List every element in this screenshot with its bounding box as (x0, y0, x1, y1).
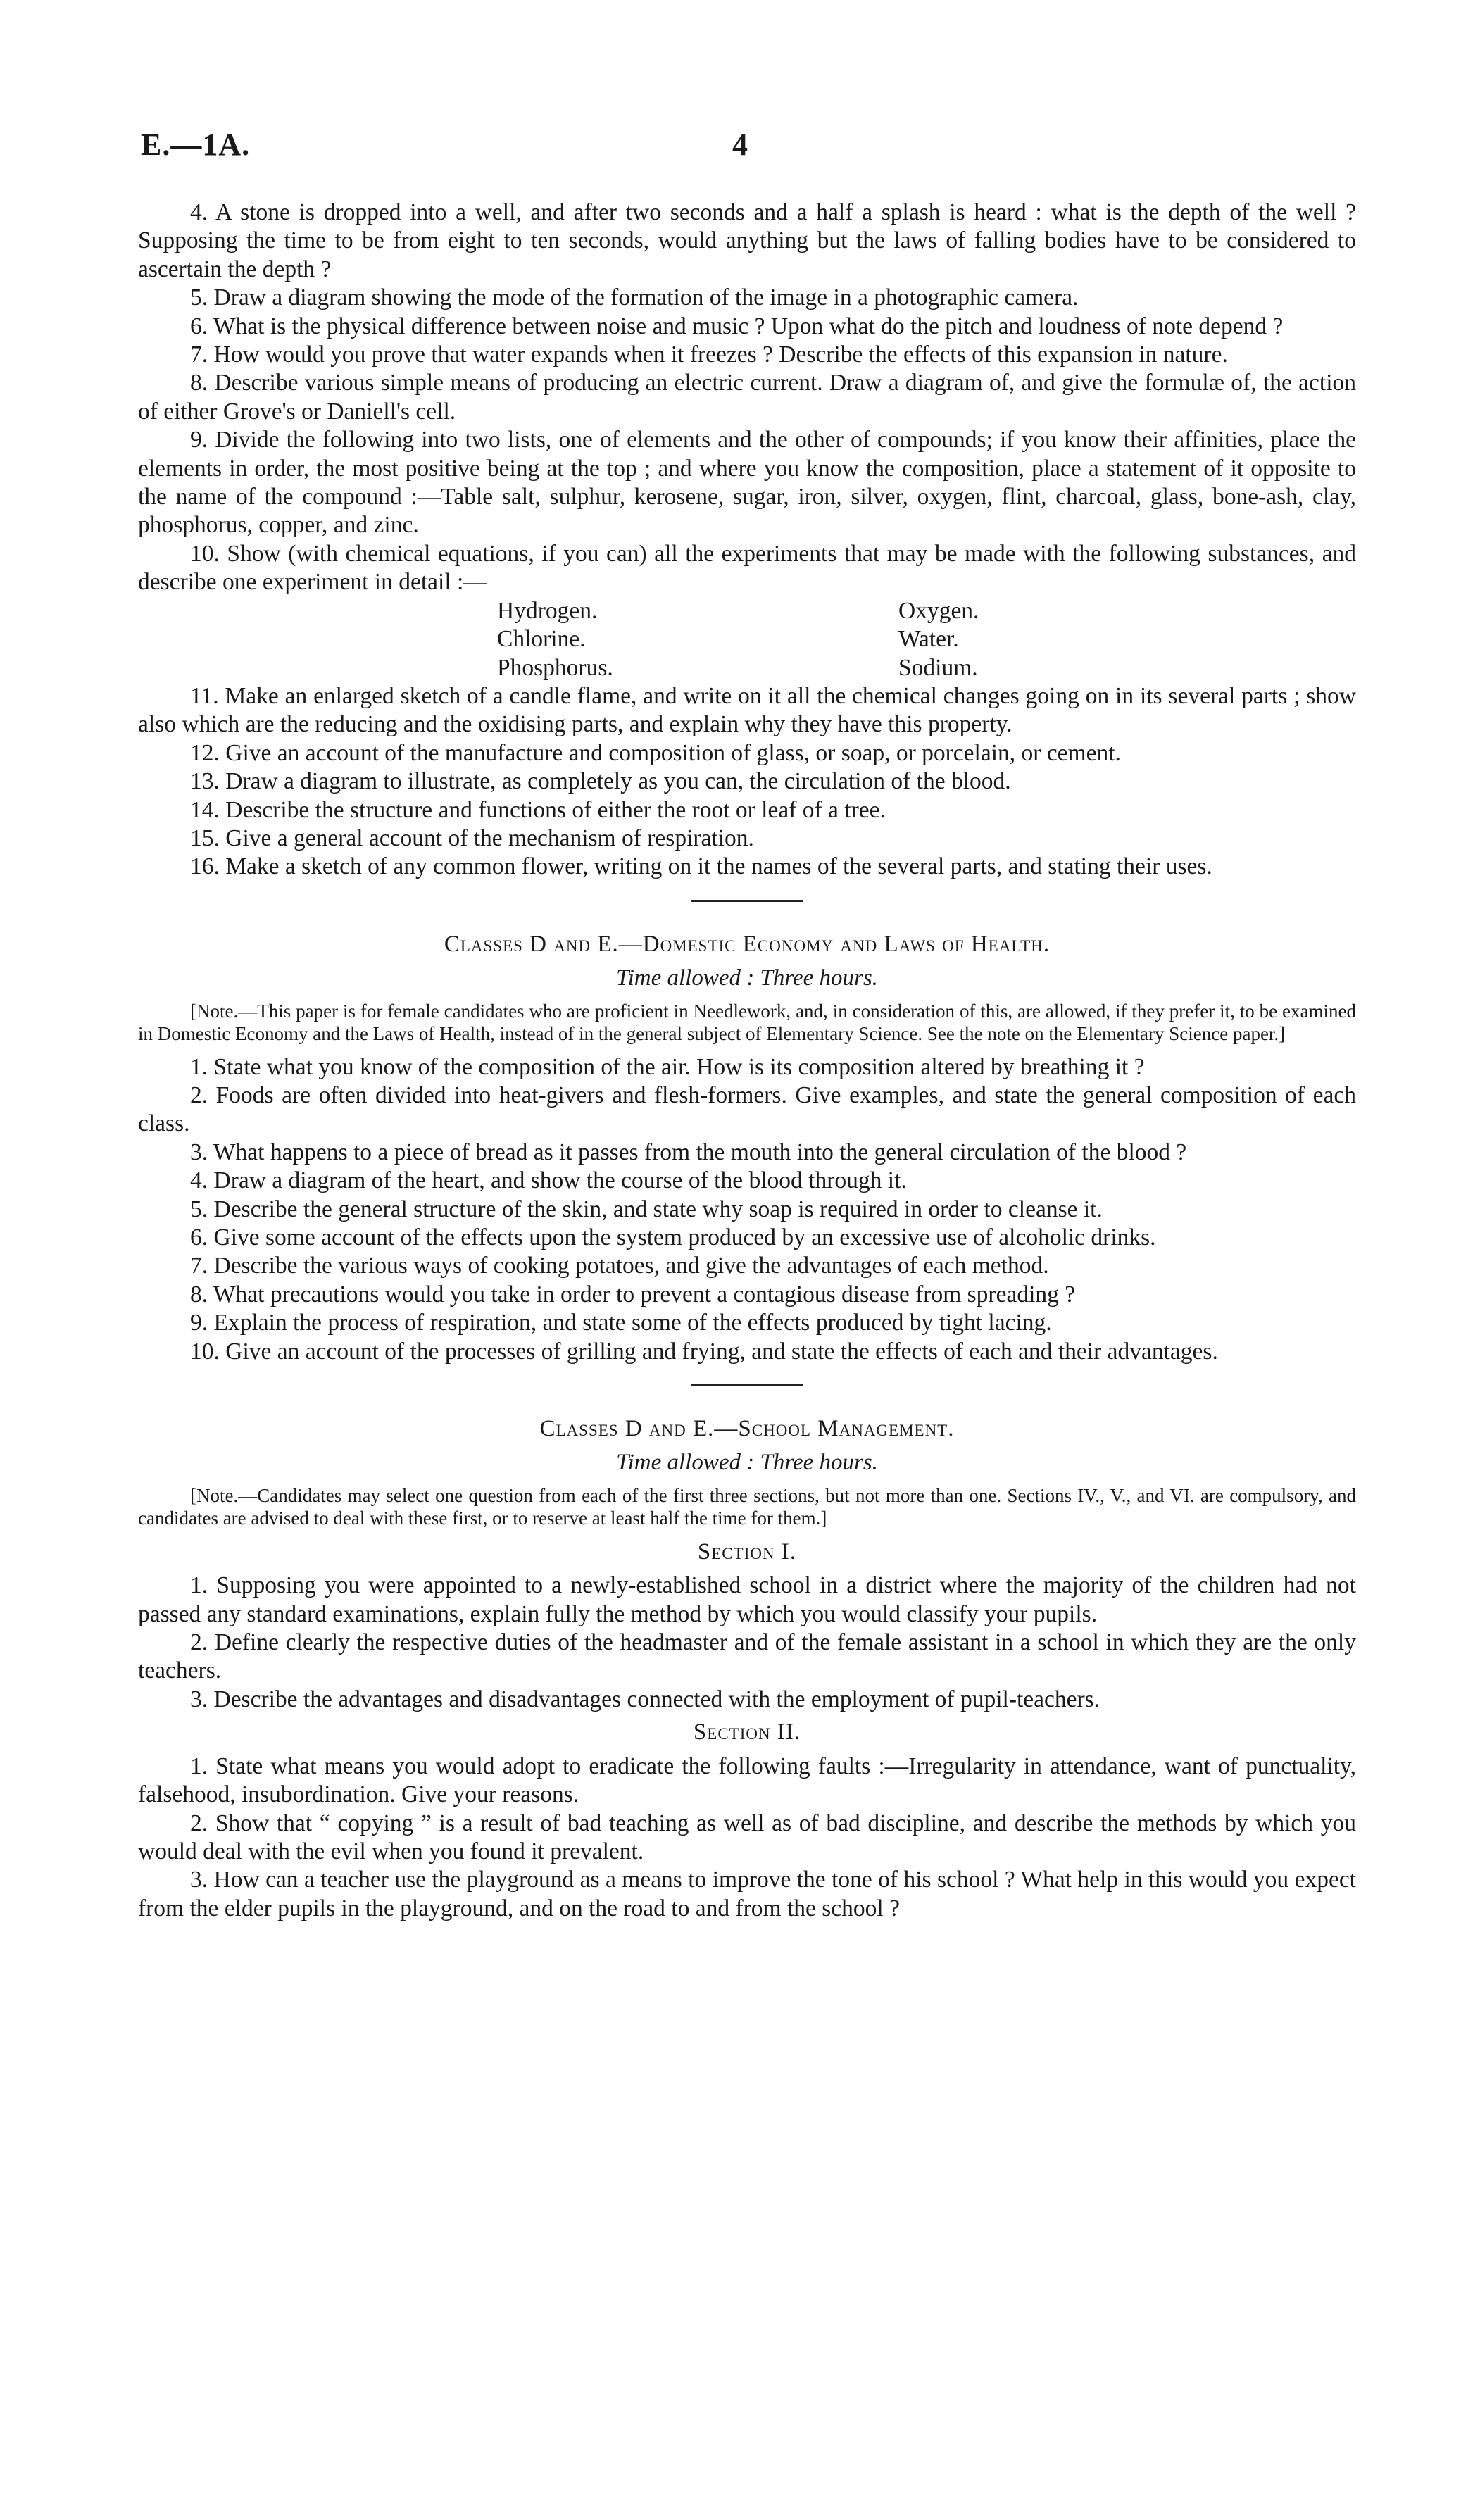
question-item: 7. How would you prove that water expands when it freezes ? Describe the effects of this expansion in nature. (190, 341, 1228, 368)
question-item: 4. A stone is dropped into a well, and after two seconds and a half a splash is heard : what is the depth of the well ? Supposing the time to be from eight to ten seconds, would anything but the laws of falling bodies have to be considered to ascertain the depth ? (138, 199, 1356, 282)
question-item: 6. Give some account of the effects upon the system produced by an excessive use of alcoholic drinks. (190, 1224, 1156, 1250)
question-item: 9. Explain the process of respiration, and state some of the effects produced by tight lacing. (190, 1310, 1052, 1336)
question-item: 1. State what you know of the composition of the air. How is its composition altered by breathing it ? (190, 1053, 1145, 1080)
question-item: 2. Foods are often divided into heat-givers and flesh-formers. Give examples, and state the general composition of each class. (138, 1082, 1356, 1137)
substance-item: Chlorine. (497, 626, 586, 653)
page-content (138, 199, 1356, 1923)
question-item: 15. Give a general account of the mechanism of respiration. (190, 825, 754, 851)
question-item: 7. Describe the various ways of cooking potatoes, and give the advantages of each method. (190, 1253, 1049, 1279)
question-item: 11. Make an enlarged sketch of a candle flame, and write on it all the chemical changes going on in its several parts ; show also which are the reducing and the oxidising parts, and explain why they have this property. (138, 682, 1356, 738)
question-item: 10. Give an account of the processes of grilling and frying, and state the effects of each and their advantages. (190, 1338, 1218, 1365)
section-divider (691, 1384, 803, 1386)
substances-list (497, 597, 1356, 682)
substance-item: Water. (898, 626, 959, 653)
page-header (141, 127, 1352, 176)
question-item: 5. Describe the general structure of the skin, and state why soap is required in order to cleanse it. (190, 1196, 1103, 1222)
document-reference: E.—1A. (141, 127, 251, 162)
section-title: Section II. (693, 1719, 801, 1745)
question-item: 13. Draw a diagram to illustrate, as completely as you can, the circulation of the blood. (190, 768, 1011, 795)
question-item: 2. Define clearly the respective duties of the headmaster and of the female assistant in a school in which they are the only teachers. (138, 1629, 1356, 1684)
question-item: 1. State what means you would adopt to eradicate the following faults :—Irregularity in attendance, want of punctuality, falsehood, insubordination. Give your reasons. (138, 1753, 1356, 1808)
section-divider (691, 900, 803, 902)
question-item: 9. Divide the following into two lists, one of elements and the other of compounds; if you know their affinities, place the elements in order, the most positive being at the top ; and where you know the composition, place a statement of it opposite to the name of the compound :—Table salt, sulphur, kerosene, sugar, iron, silver, oxygen, flint, charcoal, glass, bone-ash, clay, phosphorus, copper, and zinc. (138, 427, 1356, 539)
exam-note: [Note.—This paper is for female candidates who are proficient in Needlework, and, in consideration of this, are allowed, if they prefer it, to be examined in Domestic Economy and the Laws of Health, instead of in the general subject of Elementary Science. See the note on the Elementary Science paper.] (138, 1000, 1356, 1044)
time-allowed: Time allowed : Three hours. (616, 1450, 878, 1476)
question-item: 3. How can a teacher use the playground as a means to improve the tone of his school ? What help in this would you expect from the elder pupils in the playground, and on the road to and from the school ? (138, 1867, 1356, 1922)
question-item: 3. Describe the advantages and disadvantages connected with the employment of pupil-teachers. (190, 1686, 1100, 1712)
question-item: 14. Describe the structure and functions of either the root or leaf of a tree. (190, 796, 886, 823)
question-item: 3. What happens to a piece of bread as it passes from the mouth into the general circulation of the blood ? (190, 1139, 1187, 1165)
question-item: 8. What precautions would you take in order to prevent a contagious disease from spreading ? (190, 1281, 1076, 1308)
section-heading-school-management: Classes D and E.—School Management. (539, 1416, 955, 1442)
time-allowed: Time allowed : Three hours. (616, 965, 878, 991)
substance-item: Oxygen. (898, 597, 979, 624)
question-item: 2. Show that “ copying ” is a result of bad teaching as well as of bad discipline, and describe the methods by which you would deal with the evil when you found it prevalent. (138, 1810, 1356, 1864)
substance-item: Hydrogen. (497, 597, 598, 624)
question-item: 16. Make a sketch of any common flower, writing on it the names of the several parts, and stating their uses. (190, 853, 1212, 880)
question-item: 10. Show (with chemical equations, if you can) all the experiments that may be made with the following substances, and describe one experiment in detail :— (138, 540, 1356, 596)
exam-note: [Note.—Candidates may select one question from each of the first three sections, but not more than one. Sections IV., V., and VI. are compulsory, and candidates are advised to deal with these first, or to reserve at least half the time for them.] (138, 1484, 1356, 1529)
question-item: 4. Draw a diagram of the heart, and show the course of the blood through it. (190, 1167, 907, 1194)
substance-item: Sodium. (898, 654, 978, 681)
question-item: 8. Describe various simple means of producing an electric current. Draw a diagram of, and give the formulæ of, the action of either Grove's or Daniell's cell. (138, 370, 1356, 425)
question-item: 1. Supposing you were appointed to a newly-established school in a district where the majority of the children had not passed any standard examinations, explain fully the method by which you would classify your pupils. (138, 1572, 1356, 1627)
page-number: 4 (732, 127, 748, 162)
question-item: 6. What is the physical difference between noise and music ? Upon what do the pitch and loudness of note depend ? (190, 313, 1284, 339)
section-title: Section I. (697, 1538, 797, 1565)
question-item: 12. Give an account of the manufacture and composition of glass, or soap, or porcelain, or cement. (190, 739, 1121, 766)
question-item: 5. Draw a diagram showing the mode of the formation of the image in a photographic camera. (190, 284, 1079, 311)
section-heading-domestic-economy: Classes D and E.—Domestic Economy and Laws of Health. (444, 931, 1051, 957)
substance-item: Phosphorus. (497, 654, 613, 681)
